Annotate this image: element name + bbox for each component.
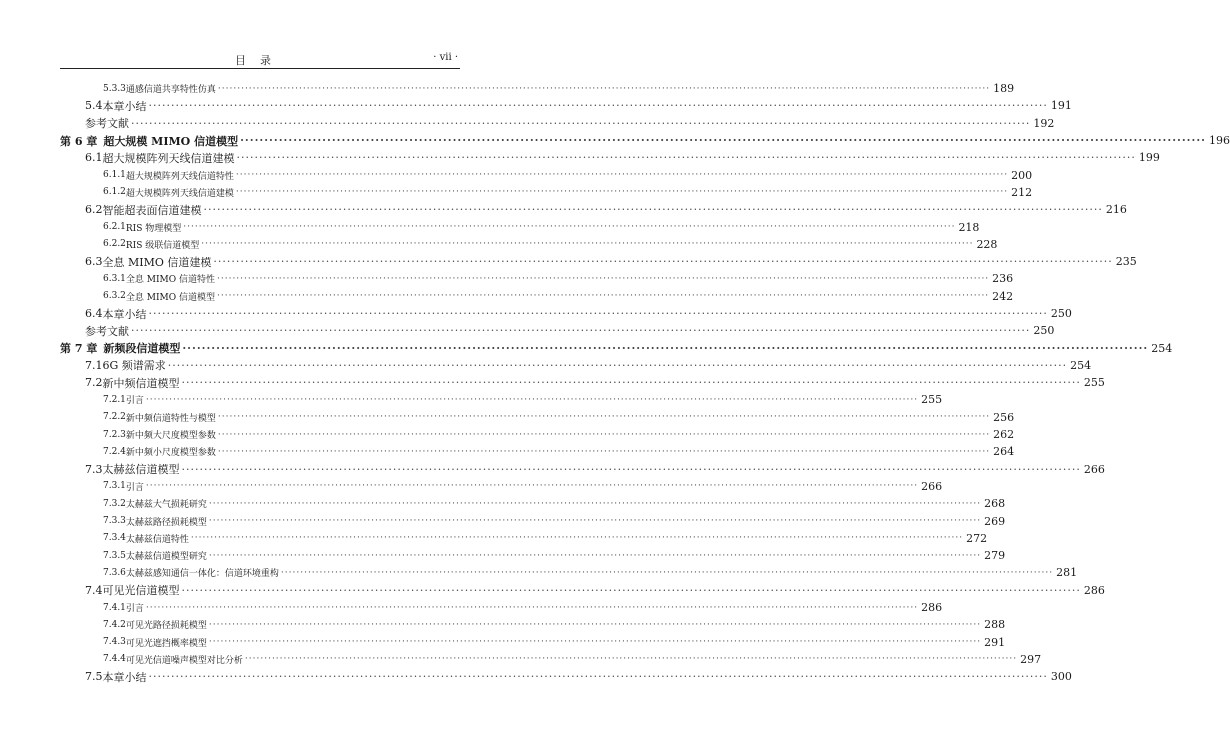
toc-entry-number: 6.3 — [85, 255, 103, 269]
dot-leader: ········································································································································································································ — [217, 412, 991, 423]
toc-entry[interactable] — [60, 357, 1092, 374]
toc-entry-label: 新中频小尺度模型参数 — [125, 448, 216, 459]
toc-entry-page: 191 — [1050, 99, 1072, 113]
toc-entry-label: 引言 — [125, 604, 144, 615]
dot-leader: ········································································································································································································ — [181, 376, 1081, 390]
dot-leader: ········································································································································································································ — [201, 239, 974, 250]
toc-entry-number: 6.3.2 — [103, 291, 126, 302]
toc-entry[interactable] — [60, 530, 988, 547]
toc-entry-label: 6G 频谱需求 — [102, 359, 166, 373]
toc-entry-number: 6.2.1 — [103, 222, 126, 233]
toc-entry-label: 太赫兹大气损耗研究 — [125, 500, 207, 511]
dot-leader: ········································································································································································································ — [208, 637, 982, 648]
toc-entry-page: 266 — [921, 479, 943, 493]
toc-entry-label: 超大规模阵列天线信道特性 — [125, 171, 234, 182]
toc-entry-number: 6.4 — [85, 307, 103, 320]
toc-entry-number: 7.2.2 — [103, 412, 126, 423]
toc-chapter-entry[interactable] — [60, 132, 1230, 149]
toc-entry-page: 199 — [1138, 151, 1160, 165]
toc-entry-page: 200 — [1011, 168, 1033, 182]
toc-entry-page: 189 — [993, 82, 1015, 96]
toc-entry-number: 第 6 章 — [60, 134, 98, 148]
dot-leader: ········································································································································································································ — [208, 498, 982, 509]
toc-entry[interactable] — [60, 374, 1105, 391]
toc-entry-page: 268 — [984, 497, 1006, 511]
toc-entry[interactable] — [60, 236, 998, 253]
dot-leader: ········································································································································································································ — [131, 324, 1031, 338]
toc-entry[interactable] — [60, 616, 1006, 633]
dot-leader: ········································································································································································································ — [183, 222, 956, 233]
dot-leader: ········································································································································································································ — [181, 583, 1081, 597]
toc-entry-number: 7.3 — [85, 462, 103, 476]
dot-leader: ········································································································································································································ — [131, 116, 1031, 130]
toc-entry-label: 本章小结 — [102, 307, 147, 321]
dot-leader: ········································································································································································································ — [181, 462, 1081, 476]
toc-entry-page: 297 — [1020, 652, 1042, 666]
toc-entry-number: 6.1.2 — [103, 187, 126, 198]
toc-entry-number: 7.4.3 — [103, 637, 126, 648]
toc-entry-page: 212 — [1011, 185, 1033, 199]
toc-entry[interactable] — [60, 512, 1006, 529]
toc-entry[interactable] — [60, 495, 1006, 512]
toc-entry-page: 255 — [1083, 376, 1105, 390]
toc-entry-label: 太赫兹感知通信一体化：信道环境重构 — [125, 569, 279, 580]
toc-entry-number: 6.2 — [85, 203, 103, 217]
dot-leader: ········································································································································································································ — [236, 151, 1136, 165]
toc-entry-page: 235 — [1115, 255, 1137, 269]
toc-entry-page: 269 — [984, 514, 1006, 528]
toc-entry-label: 参考文献 — [85, 324, 129, 338]
dot-leader: ········································································································································································································ — [203, 203, 1103, 217]
toc-entry-number: 7.4.2 — [103, 619, 126, 630]
toc-entry-label: 新中频信道特性与模型 — [125, 413, 216, 424]
toc-entry-label: 智能超表面信道建模 — [102, 203, 202, 217]
toc-entry-label: 全息 MIMO 信道模型 — [125, 292, 215, 303]
toc-entry[interactable] — [60, 582, 1105, 599]
dot-leader: ········································································································································································································ — [213, 255, 1113, 269]
dot-leader: ········································································································································································································ — [217, 291, 990, 302]
toc-entry-page: 192 — [1033, 116, 1055, 130]
dot-leader: ········································································································································································································ — [217, 429, 991, 440]
toc-entry-label: 可见光信道模型 — [102, 584, 180, 598]
toc-entry-number: 7.1 — [85, 358, 103, 372]
toc-entry-label: 超大规模阵列天线信道建模 — [102, 151, 235, 165]
toc-entry-number: 7.3.4 — [103, 533, 126, 544]
toc-entry-page: 288 — [984, 618, 1006, 632]
dot-leader: ········································································································································································································ — [148, 99, 1048, 113]
dot-leader: ········································································································································································································ — [244, 654, 1018, 665]
toc-entry-number: 7.3.5 — [103, 550, 126, 561]
dot-leader: ········································································································································································································ — [190, 533, 964, 544]
header-page-number: · vii · — [433, 52, 458, 63]
dot-leader: ········································································································································································································ — [148, 307, 1048, 320]
toc-entry[interactable] — [60, 426, 1015, 443]
toc-entry-label: 通感信道共享特性仿真 — [125, 85, 216, 96]
toc-entry[interactable] — [60, 80, 1015, 97]
toc-entry-label: 可见光遮挡概率模型 — [125, 638, 207, 649]
toc-entry-page: 242 — [992, 289, 1014, 303]
toc-entry-page: 300 — [1050, 670, 1072, 684]
toc-entry-label: RIS 物理模型 — [125, 223, 182, 234]
toc-entry[interactable] — [60, 478, 943, 495]
dot-leader: ········································································································································································································ — [208, 619, 982, 630]
dot-leader: ········································································································································································································ — [235, 170, 1009, 181]
toc-entry-label: 引言 — [125, 396, 144, 407]
dot-leader: ········································································································································································································ — [145, 602, 919, 613]
toc-entry-number: 第 7 章 — [60, 342, 98, 356]
toc-entry-number: 7.3.3 — [103, 516, 126, 527]
toc-entry[interactable] — [60, 253, 1137, 270]
toc-entry-number: 7.3.1 — [103, 481, 126, 492]
toc-entry-page: 218 — [958, 220, 980, 234]
toc-entry-page: 291 — [984, 635, 1006, 649]
toc-entry-page: 281 — [1056, 566, 1078, 580]
toc-entry[interactable] — [60, 668, 1072, 685]
toc-entry-label: 太赫兹信道模型研究 — [125, 552, 207, 563]
toc-entry-label: 可见光路径损耗模型 — [125, 621, 207, 632]
table-of-contents — [60, 80, 1230, 685]
toc-entry[interactable] — [60, 184, 1033, 201]
toc-entry-page: 264 — [993, 445, 1015, 459]
toc-entry-page: 236 — [992, 272, 1014, 286]
toc-entry-number: 7.2.1 — [103, 394, 126, 405]
toc-entry-label: 超大规模阵列天线信道建模 — [125, 188, 234, 199]
toc-entry-number: 6.1.1 — [103, 170, 126, 181]
toc-entry-number: 7.2.3 — [103, 429, 126, 440]
toc-entry-number: 7.2 — [85, 376, 103, 390]
toc-entry[interactable] — [60, 115, 1055, 132]
toc-entry-number: 6.3.1 — [103, 273, 126, 284]
toc-entry[interactable] — [60, 270, 1014, 287]
toc-entry[interactable] — [60, 547, 1006, 564]
dot-leader: ········································································································································································································ — [145, 394, 919, 405]
toc-entry-label: 新中频大尺度模型参数 — [125, 431, 216, 442]
toc-entry[interactable] — [60, 97, 1072, 114]
toc-entry[interactable] — [60, 288, 1014, 305]
toc-entry-label: 太赫兹信道模型 — [102, 463, 180, 477]
toc-entry-number: 7.2.4 — [103, 446, 126, 457]
toc-entry-number: 7.4 — [85, 583, 103, 597]
dot-leader: ········································································································································································································ — [208, 516, 982, 527]
toc-entry[interactable] — [60, 461, 1105, 478]
toc-entry[interactable] — [60, 305, 1072, 322]
header-rule — [60, 68, 460, 69]
toc-entry-page: 196 — [1209, 134, 1230, 148]
toc-entry-page: 256 — [993, 410, 1015, 424]
toc-entry-label: 新中频信道模型 — [102, 376, 180, 390]
toc-entry-number: 6.2.2 — [103, 239, 126, 250]
toc-entry-number: 5.3.3 — [103, 83, 126, 94]
toc-entry-label: 参考文献 — [85, 117, 129, 131]
toc-entry-number: 7.4.4 — [103, 654, 126, 665]
dot-leader: ········································································································································································································ — [217, 446, 991, 457]
toc-entry-label: RIS 级联信道模型 — [125, 240, 200, 251]
toc-entry[interactable] — [60, 634, 1006, 651]
toc-entry-label: 引言 — [125, 482, 144, 493]
toc-entry[interactable] — [60, 166, 1033, 183]
toc-entry-page: 262 — [993, 428, 1015, 442]
toc-entry-page: 250 — [1050, 307, 1072, 320]
toc-entry[interactable] — [60, 391, 943, 408]
toc-entry-label: 本章小结 — [102, 99, 147, 113]
dot-leader: ········································································································································································································ — [217, 83, 991, 94]
toc-entry-number: 7.4.1 — [103, 602, 126, 613]
dot-leader: ········································································································································································································ — [182, 341, 1149, 355]
toc-entry-number: 5.4 — [85, 99, 103, 113]
toc-entry[interactable] — [60, 651, 1042, 668]
toc-entry-label: 太赫兹路径损耗模型 — [125, 517, 207, 528]
toc-entry-label: 全息 MIMO 信道建模 — [102, 255, 212, 269]
toc-entry-label: 新频段信道模型 — [103, 342, 181, 356]
toc-entry[interactable] — [60, 201, 1127, 218]
toc-entry-label: 全息 MIMO 信道特性 — [125, 275, 215, 286]
toc-entry-page: 272 — [966, 531, 988, 545]
toc-entry[interactable] — [60, 443, 1015, 460]
toc-entry-page: 255 — [921, 393, 943, 407]
toc-entry[interactable] — [60, 409, 1015, 426]
toc-entry-number: 6.1 — [85, 151, 103, 165]
toc-entry-number: 7.3.2 — [103, 498, 126, 509]
toc-entry-label: 本章小结 — [102, 670, 147, 684]
toc-entry-page: 254 — [1151, 341, 1173, 355]
toc-entry-label: 太赫兹信道特性 — [125, 534, 189, 545]
toc-entry-label: 可见光信道噪声模型对比分析 — [125, 655, 243, 666]
dot-leader: ········································································································································································································ — [217, 273, 990, 284]
toc-entry-page: 216 — [1105, 203, 1127, 217]
toc-entry-page: 254 — [1070, 358, 1092, 372]
toc-entry-page: 286 — [1083, 583, 1105, 597]
toc-entry[interactable] — [60, 322, 1055, 339]
toc-entry-page: 250 — [1033, 324, 1055, 338]
toc-entry[interactable] — [60, 599, 943, 616]
toc-entry[interactable] — [60, 564, 1078, 581]
dot-leader: ········································································································································································································ — [167, 358, 1068, 372]
dot-leader: ········································································································································································································ — [148, 670, 1048, 684]
header-title: 目录 — [235, 54, 285, 67]
dot-leader: ········································································································································································································ — [240, 134, 1206, 148]
toc-entry-page: 279 — [984, 549, 1006, 563]
toc-entry[interactable] — [60, 218, 980, 235]
toc-entry-page: 286 — [921, 601, 943, 615]
toc-entry[interactable] — [60, 149, 1160, 166]
toc-entry-page: 266 — [1083, 462, 1105, 476]
dot-leader: ········································································································································································································ — [145, 481, 919, 492]
dot-leader: ········································································································································································································ — [208, 550, 982, 561]
toc-entry-label: 超大规模 MIMO 信道模型 — [103, 134, 239, 148]
toc-entry-number: 7.3.6 — [103, 567, 126, 578]
page-header — [60, 48, 460, 68]
toc-entry-page: 228 — [976, 237, 998, 251]
toc-entry-number: 7.5 — [85, 670, 103, 684]
dot-leader: ········································································································································································································ — [280, 567, 1054, 578]
toc-chapter-entry[interactable] — [60, 339, 1173, 356]
dot-leader: ········································································································································································································ — [235, 187, 1009, 198]
